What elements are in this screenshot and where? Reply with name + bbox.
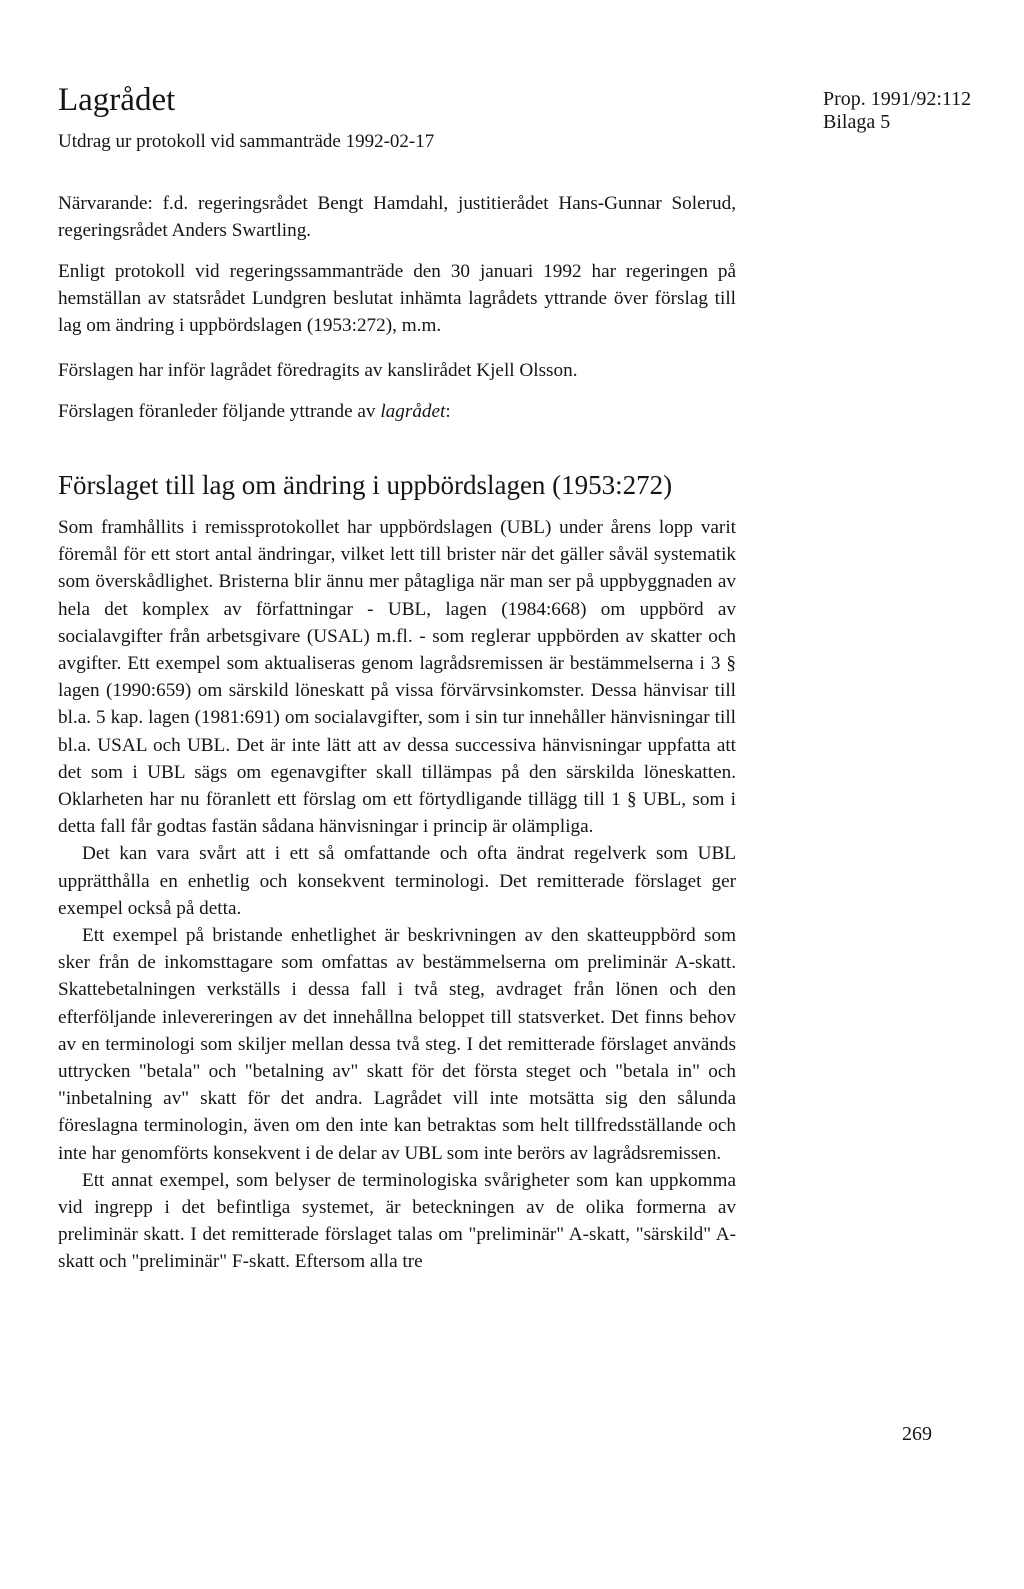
document-title: Lagrådet: [58, 82, 176, 118]
document-subtitle: Utdrag ur protokoll vid sammanträde 1992-02-17: [58, 131, 435, 152]
intro-text-3: [58, 398, 736, 425]
intro-paragraph-1: [58, 258, 736, 340]
attendees-text: Närvarande: f.d. regeringsrådet Bengt Hamdahl, justitierådet Hans-Gunnar Solerud, regeringsrådet Anders Swartling.: [58, 193, 736, 242]
proposition-number: Prop. 1991/92:112: [823, 88, 972, 110]
intro-text-2: Förslagen har inför lagrådet föredragits av kanslirådet Kjell Olsson.: [58, 360, 578, 381]
section-body: [58, 514, 736, 1276]
section-paragraph-1: Som framhållits i remissprotokollet har uppbördslagen (UBL) under årens lopp varit föremål för ett stort antal ändringar, vilket lett till brister när det gäller såväl systematik som överskådlighet. Bristerna blir ännu mer påtagliga när man ser på uppbyggnaden av hela det komplex av författningar - UBL, lagen (1984:668) om uppbörd av socialavgifter från arbetsgivare (USAL) m.fl. - som reglerar uppbörden av skatter och avgifter. Ett exempel som aktualiseras genom lagrådsremissen är bestämmelserna i 3 § lagen (1990:659) om särskild löneskatt på vissa förvärvsinkomster. Dessa hänvisar till bl.a. 5 kap. lagen (1981:691) om socialavgifter, som i sin tur innehåller hänvisningar till bl.a. USAL och UBL. Det är inte lätt att av dessa successiva hänvisningar uppfatta att det som i UBL sägs om egenavgifter skall tillämpas på den särskilda löneskatten. Oklarheten har nu föranlett ett förslag om ett förtydligande tillägg till 1 § UBL, som i detta fall får godtas fastän sådana hänvisningar i princip är olämpliga.: [58, 517, 736, 838]
section-paragraph-2: Det kan vara svårt att i ett så omfattande och ofta ändrat regelverk som UBL upprätthålla en enhetlig och konsekvent terminologi. Det remitterade förslaget ger exempel också på detta.: [58, 843, 736, 919]
intro-text-3-emphasis: lagrådet: [380, 401, 446, 422]
intro-paragraph-2: [58, 357, 736, 384]
section-paragraph-4: Ett annat exempel, som belyser de terminologiska svårigheter som kan uppkomma vid ingrepp i det befintliga systemet, är beteckningen av de olika formerna av preliminär skatt. I det remitterade förslaget talas om "preliminär" A-skatt, "särskild" A-skatt och "preliminär" F-skatt. Eftersom alla tre: [58, 1169, 736, 1273]
intro-text-3-prefix: Förslagen föranleder följande yttrande av: [58, 401, 381, 422]
intro-paragraph-3: [58, 398, 736, 425]
attendees-paragraph: [58, 190, 736, 244]
intro-text-1: Enligt protokoll vid regeringssammanträde den 30 januari 1992 har regeringen på hemställan av statsrådet Lundgren beslutat inhämta lagrådets yttrande över förslag till lag om ändring i uppbördslagen (1953:272), m.m.: [58, 261, 736, 337]
appendix-label: Bilaga 5: [823, 111, 891, 133]
intro-text-3-suffix: :: [445, 401, 451, 422]
page-number: 269: [902, 1423, 932, 1445]
section-paragraph-3: Ett exempel på bristande enhetlighet är beskrivningen av den skatteuppbörd som sker från de inkomsttagare som omfattas av bestämmelserna om preliminär A-skatt. Skattebetalningen verkställs i dessa fall i två steg, avdraget från lönen och den efterföljande inlevereringen av det innehållna beloppet till statsverket. Det finns behov av en terminologi som skiljer mellan dessa två steg. I det remitterade förslaget används uttrycken "betala" och "betalning av" skatt för det första steget och "betala in" och "inbetalning av" skatt för det andra. Lagrådet vill inte motsätta sig den sålunda föreslagna terminologin, även om den inte kan betraktas som helt tillfredsställande och inte har genomförts konsekvent i de delar av UBL som inte berörs av lagrådsremissen.: [58, 925, 736, 1164]
section-heading: Förslaget till lag om ändring i uppbördslagen (1953:272): [58, 470, 673, 500]
